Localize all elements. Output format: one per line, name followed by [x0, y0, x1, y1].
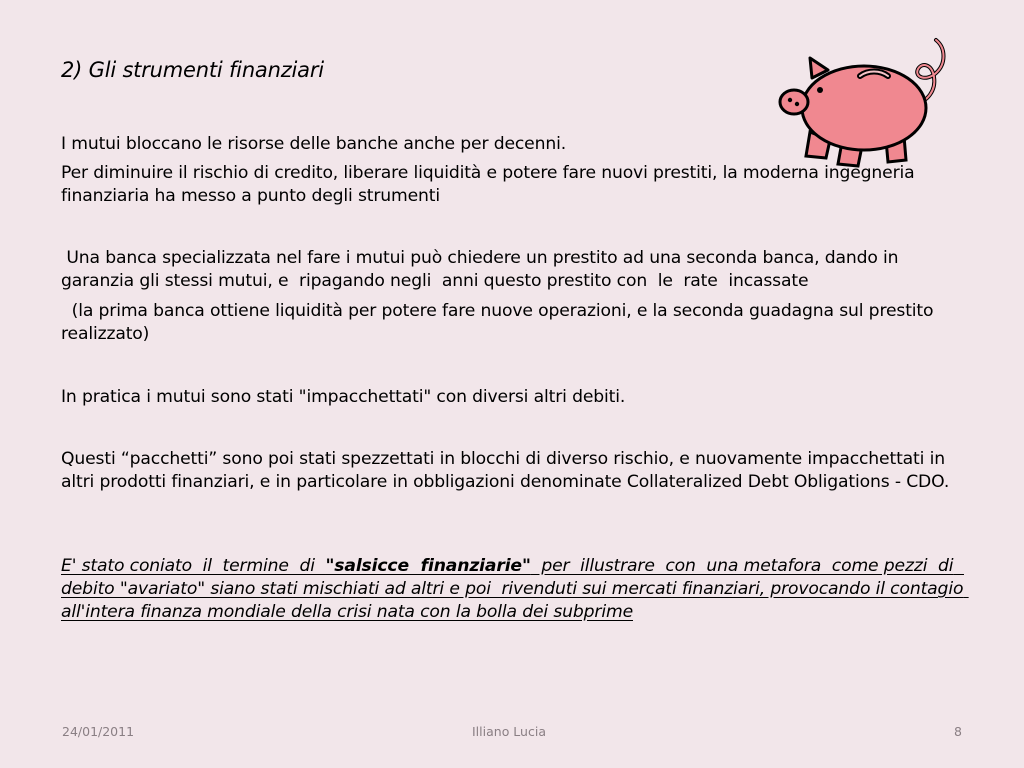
salsicce-text-after: per illustrare con una metafora come pezzi di debito "avariato" siano stati mischiati ad altri e poi rivenduti sui mercati finanziari, provocando il contagio all'intera finanza mondiale della crisi nata con la bolla dei subprime [61, 556, 969, 622]
footer-date: 24/01/2011 [62, 724, 135, 739]
footer-page-number: 8 [954, 724, 962, 739]
paragraph-mutui: I mutui bloccano le risorse delle banche anche per decenni. [61, 134, 567, 154]
paragraph-pacchetti: Questi “pacchetti” sono poi stati spezzettati in blocchi di diverso rischio, e nuovamente impacchettati in altri prodotti finanziari, e in particolare in obbligazioni denominate Collateralized Debt Obligations - CDO. [61, 449, 950, 492]
footer-author: Illiano Lucia [472, 724, 546, 739]
paragraph-rischio-credito: Per diminuire il rischio di credito, liberare liquidità e potere fare nuovi prestiti, la moderna ingegneria finanziaria ha messo a punto degli strumenti [61, 163, 915, 206]
slide-title: 2) Gli strumenti finanziari [61, 58, 324, 82]
paragraph-impacchettati: In pratica i mutui sono stati "impacchettati" con diversi altri debiti. [61, 387, 626, 407]
salsicce-text-before: E' stato coniato il termine di [61, 556, 326, 576]
paragraph-banca-specializzata: Una banca specializzata nel fare i mutui può chiedere un prestito ad una seconda banca, dando in garanzia gli stessi mutui, e ripagando negli anni questo prestito con le rate incassate [61, 248, 904, 291]
salsicce-term: "salsicce finanziarie" [325, 556, 531, 576]
paragraph-liquidita: (la prima banca ottiene liquidità per potere fare nuove operazioni, e la seconda guadagna sul prestito realizzato) [61, 301, 939, 344]
paragraph-salsicce-finanziarie [61, 555, 969, 624]
